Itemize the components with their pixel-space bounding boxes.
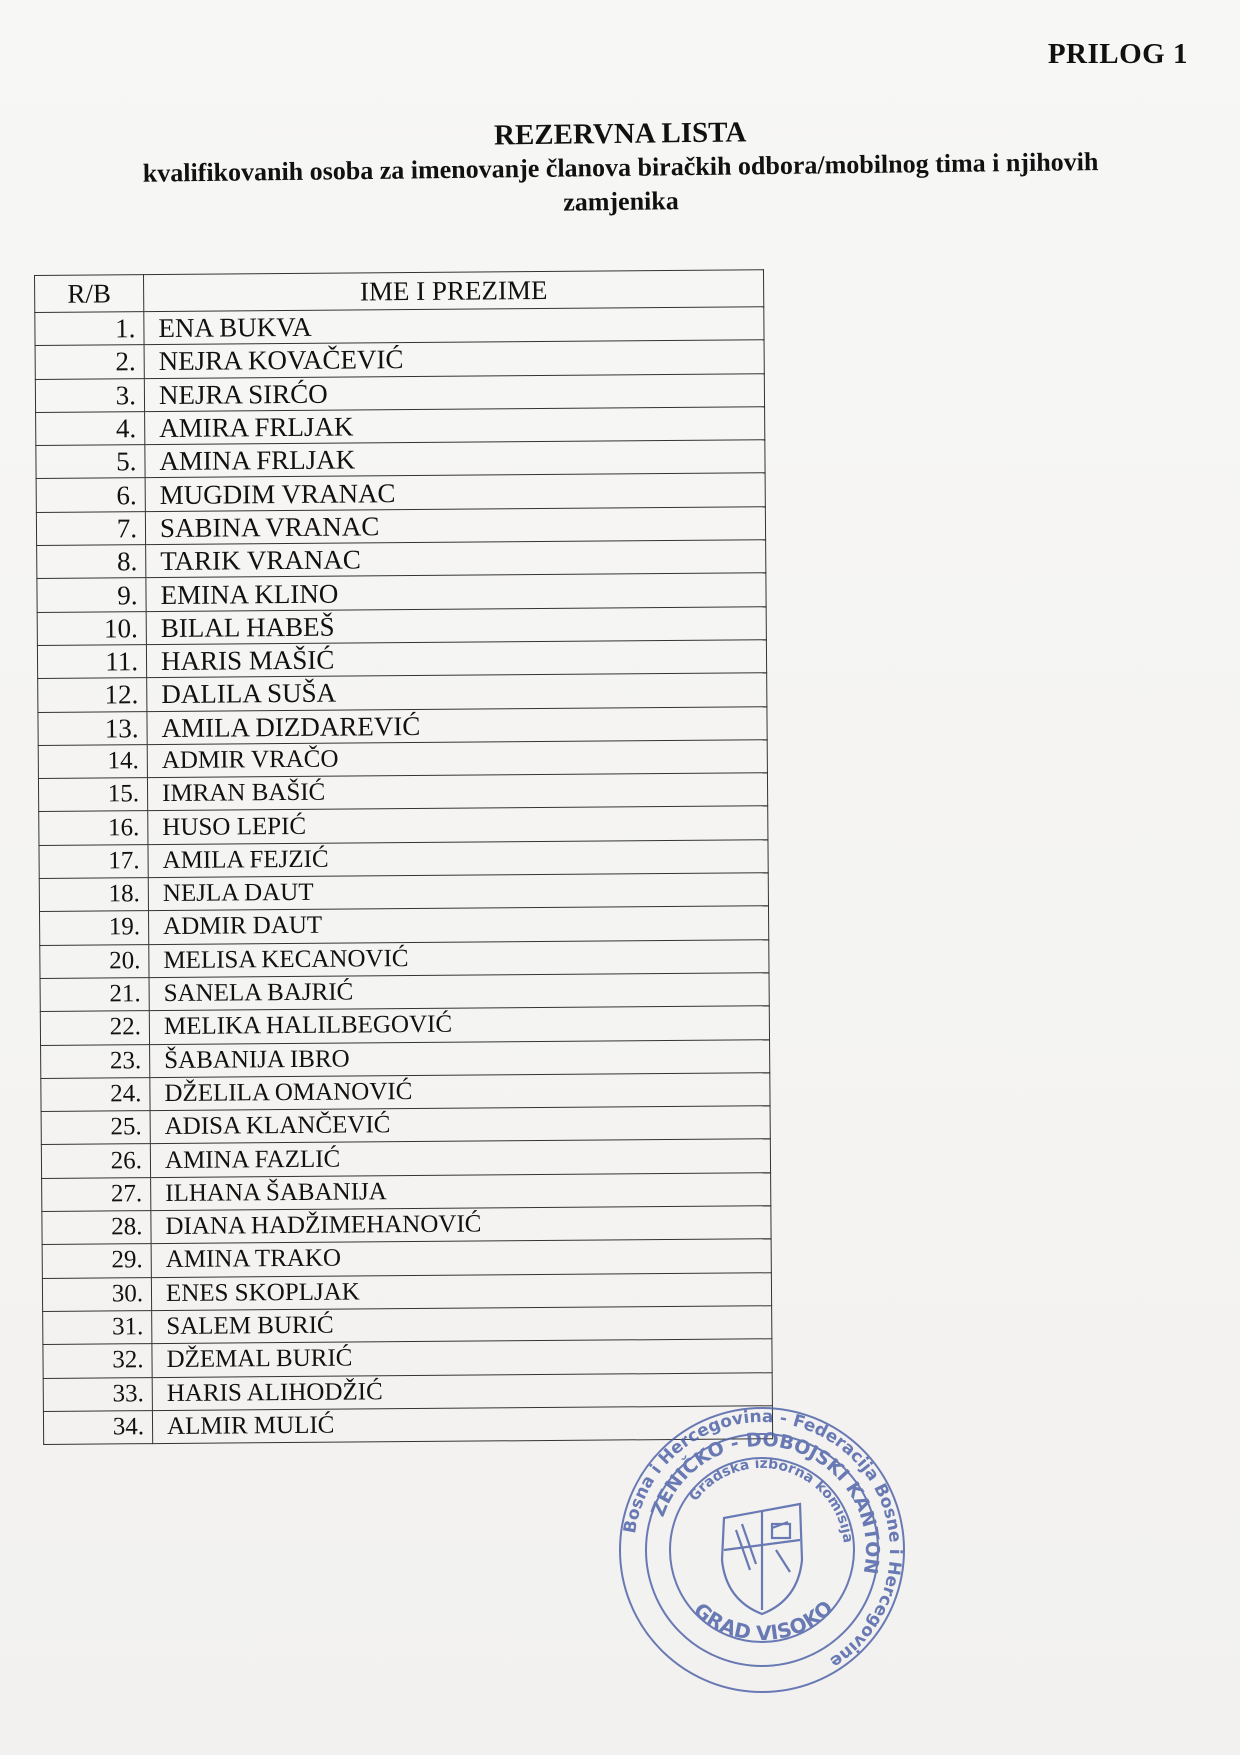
- row-full-name: ŠABANIJA IBRO: [150, 1039, 770, 1077]
- row-full-name: SANELA BAJRIĆ: [149, 973, 769, 1011]
- row-full-name: TARIK VRANAC: [146, 540, 766, 578]
- reserve-list-table: [34, 269, 773, 1445]
- row-full-name: IMRAN BAŠIĆ: [147, 773, 767, 811]
- title-block: [40, 110, 1201, 226]
- row-number: 2.: [35, 345, 144, 379]
- row-full-name: ALMIR MULIĆ: [152, 1406, 772, 1444]
- row-full-name: HARIS ALIHODŽIĆ: [152, 1372, 772, 1410]
- row-number: 7.: [36, 511, 145, 545]
- row-number: 23.: [41, 1044, 150, 1078]
- row-full-name: DALILA SUŠA: [147, 673, 767, 711]
- row-number: 29.: [42, 1244, 151, 1278]
- seal-city-text: GRAD VISOKO: [689, 1595, 838, 1646]
- row-full-name: AMILA FEJZIĆ: [148, 840, 768, 878]
- row-full-name: BILAL HABEŠ: [146, 606, 766, 644]
- row-full-name: HARIS MAŠIĆ: [146, 640, 766, 678]
- row-full-name: ADMIR VRAČO: [147, 740, 767, 778]
- row-full-name: EMINA KLINO: [146, 573, 766, 611]
- seal-inner-text: Gradska izborna komisija: [686, 1455, 856, 1544]
- row-full-name: MELIKA HALILBEGOVIĆ: [149, 1006, 769, 1044]
- row-number: 11.: [37, 645, 146, 679]
- row-full-name: MUGDIM VRANAC: [145, 473, 765, 511]
- table-header-row: [35, 270, 764, 313]
- row-full-name: NEJLA DAUT: [148, 873, 768, 911]
- row-number: 33.: [43, 1377, 152, 1411]
- row-number: 1.: [35, 312, 144, 346]
- row-number: 27.: [42, 1177, 151, 1211]
- row-number: 4.: [36, 412, 145, 446]
- official-seal-icon: [612, 1400, 912, 1700]
- table-body: [35, 307, 773, 1445]
- row-number: 31.: [43, 1311, 152, 1345]
- row-full-name: DŽELILA OMANOVIĆ: [150, 1073, 770, 1111]
- row-full-name: SALEM BURIĆ: [152, 1306, 772, 1344]
- row-full-name: MELISA KECANOVIĆ: [149, 939, 769, 977]
- column-header-name: IME I PREZIME: [144, 270, 764, 312]
- row-number: 5.: [36, 445, 145, 479]
- row-number: 14.: [38, 744, 147, 778]
- row-full-name: AMINA TRAKO: [151, 1239, 771, 1277]
- seal-outer-text: Bosna i Hercegovina - Federacija Bosne i Hercegovine: [620, 1406, 906, 1672]
- row-full-name: AMIRA FRLJAK: [145, 407, 765, 445]
- row-number: 30.: [42, 1277, 151, 1311]
- row-full-name: ENA BUKVA: [144, 307, 764, 345]
- row-number: 16.: [39, 811, 148, 845]
- row-number: 19.: [40, 911, 149, 945]
- row-full-name: AMINA FAZLIĆ: [150, 1139, 770, 1177]
- attachment-label: PRILOG 1: [1047, 38, 1188, 70]
- row-number: 25.: [41, 1111, 150, 1145]
- column-header-number: R/B: [35, 275, 144, 313]
- row-number: 22.: [40, 1011, 149, 1045]
- row-full-name: SABINA VRANAC: [145, 507, 765, 545]
- row-number: 20.: [40, 944, 149, 978]
- row-full-name: HUSO LEPIĆ: [148, 806, 768, 844]
- row-number: 34.: [43, 1410, 152, 1444]
- row-number: 6.: [36, 478, 145, 512]
- row-full-name: DIANA HADŽIMEHANOVIĆ: [151, 1206, 771, 1244]
- row-number: 3.: [35, 378, 144, 412]
- row-full-name: ILHANA ŠABANIJA: [151, 1172, 771, 1210]
- row-full-name: DŽEMAL BURIĆ: [152, 1339, 772, 1377]
- row-number: 26.: [41, 1144, 150, 1178]
- row-number: 12.: [38, 678, 147, 712]
- seal-middle-text: ZENIČKO - DOBOJSKI KANTON: [647, 1428, 884, 1576]
- row-number: 21.: [40, 978, 149, 1012]
- row-full-name: ENES SKOPLJAK: [151, 1272, 771, 1310]
- coat-of-arms-icon: [722, 1504, 802, 1614]
- row-number: 13.: [38, 711, 147, 745]
- row-number: 18.: [39, 878, 148, 912]
- row-number: 9.: [37, 578, 146, 612]
- row-full-name: AMINA FRLJAK: [145, 440, 765, 478]
- row-number: 15.: [38, 778, 147, 812]
- document-subtitle-line2: zamjenika: [563, 186, 679, 217]
- row-number: 32.: [43, 1344, 152, 1378]
- row-number: 8.: [37, 545, 146, 579]
- reserve-list-table-wrapper: [34, 269, 773, 1445]
- document-subtitle-line1: kvalifikovanih osoba za imenovanje članova biračkih odbora/mobilnog tima i njihovih: [142, 147, 1099, 188]
- row-number: 10.: [37, 611, 146, 645]
- row-full-name: ADISA KLANČEVIĆ: [150, 1106, 770, 1144]
- row-full-name: ADMIR DAUT: [148, 906, 768, 944]
- row-number: 17.: [39, 844, 148, 878]
- row-full-name: NEJRA KOVAČEVIĆ: [144, 340, 764, 378]
- document-title: REZERVNA LISTA: [493, 116, 747, 152]
- row-number: 24.: [41, 1077, 150, 1111]
- row-number: 28.: [42, 1211, 151, 1245]
- row-full-name: NEJRA SIRĆO: [144, 373, 764, 411]
- row-full-name: AMILA DIZDAREVIĆ: [147, 706, 767, 744]
